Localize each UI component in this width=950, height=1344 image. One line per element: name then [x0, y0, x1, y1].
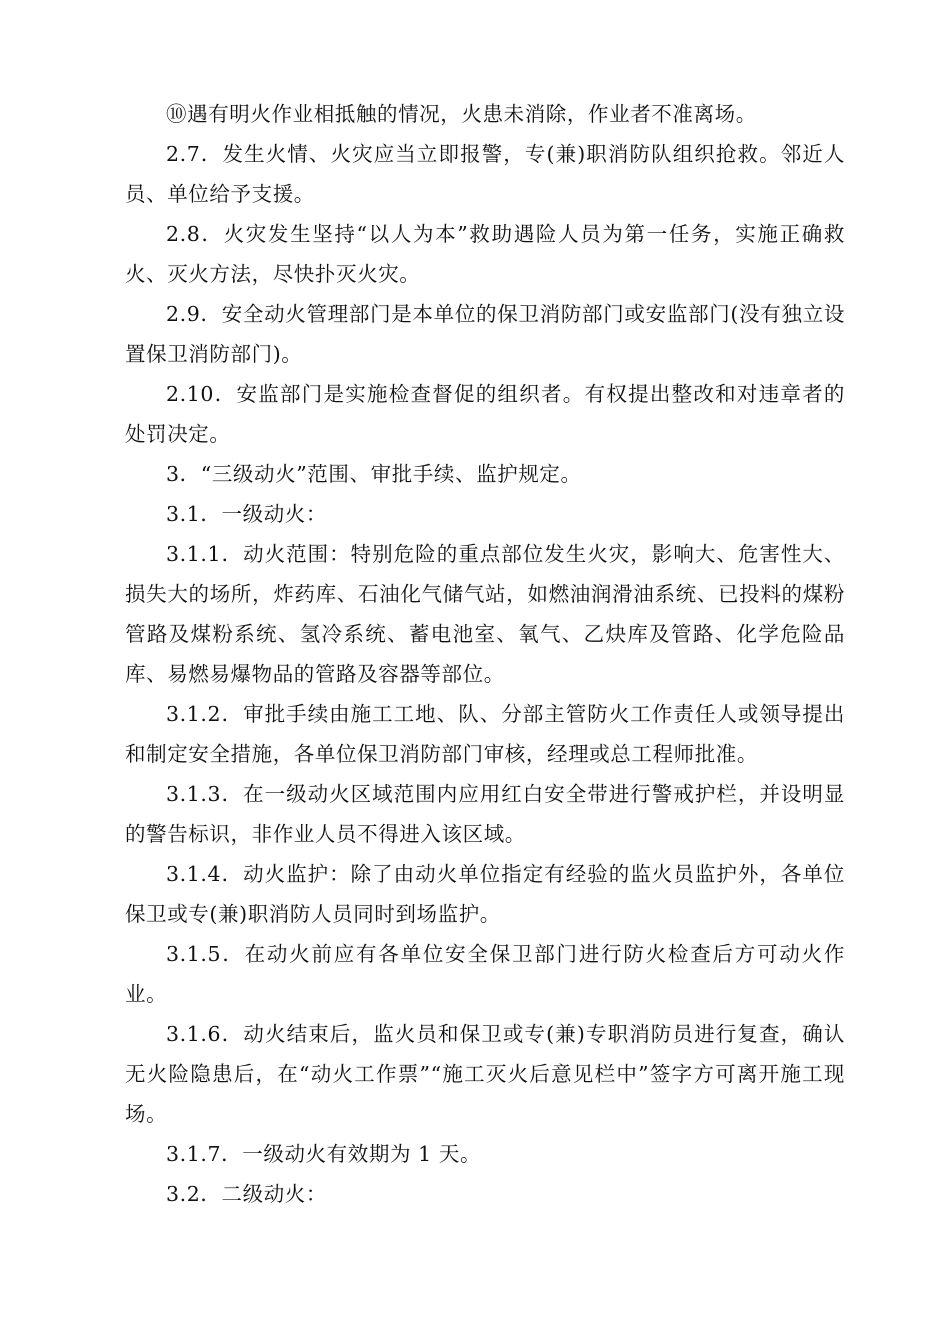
paragraph-3-1-6: 3.1.6．动火结束后，监火员和保卫或专(兼)专职消防员进行复查，确认无火险隐患后，在“动火工作票”“施工灭火后意见栏中”签字方可离开施工现场。 [125, 1022, 845, 1126]
paragraph-2-10: 2.10．安监部门是实施检查督促的组织者。有权提出整改和对违章者的处罚决定。 [125, 382, 845, 446]
paragraph-2-9: 2.9．安全动火管理部门是本单位的保卫消防部门或安监部门(没有独立设置保卫消防部门)。 [125, 302, 845, 366]
paragraph-3-1-3: 3.1.3．在一级动火区域范围内应用红白安全带进行警戒护栏，并设明显的警告标识，非作业人员不得进入该区域。 [125, 782, 845, 846]
paragraph-2-8: 2.8．火灾发生坚持“以人为本”救助遇险人员为第一任务，实施正确救火、灭火方法，尽快扑灭火灾。 [125, 222, 845, 286]
document-body [125, 94, 845, 1214]
paragraph-item-10-hazard: ⑩遇有明火作业相抵触的情况，火患未消除，作业者不准离场。 [166, 102, 757, 126]
section-heading-3-1: 3.1．一级动火： [166, 502, 328, 526]
paragraph-3-1-1: 3.1.1．动火范围：特别危险的重点部位发生火灾，影响大、危害性大、损失大的场所，炸药库、石油化气储气站，如燃油润滑油系统、已投料的煤粉管路及煤粉系统、氢冷系统、蓄电池室、氧气、乙炔库及管路、化学危险品库、易燃易爆物品的管路及容器等部位。 [125, 542, 845, 686]
section-heading-3: 3．“三级动火”范围、审批手续、监护规定。 [166, 462, 582, 486]
section-heading-3-2: 3.2．二级动火： [166, 1182, 328, 1206]
paragraph-3-1-4: 3.1.4．动火监护：除了由动火单位指定有经验的监火员监护外，各单位保卫或专(兼)职消防人员同时到场监护。 [125, 862, 845, 926]
paragraph-3-1-2: 3.1.2．审批手续由施工工地、队、分部主管防火工作责任人或领导提出和制定安全措施，各单位保卫消防部门审核，经理或总工程师批准。 [125, 702, 845, 766]
paragraph-3-1-7: 3.1.7．一级动火有效期为 1 天。 [166, 1142, 482, 1166]
paragraph-3-1-5: 3.1.5．在动火前应有各单位安全保卫部门进行防火检查后方可动火作业。 [125, 942, 845, 1006]
paragraph-2-7: 2.7．发生火情、火灾应当立即报警，专(兼)职消防队组织抢救。邻近人员、单位给予支援。 [125, 142, 845, 206]
